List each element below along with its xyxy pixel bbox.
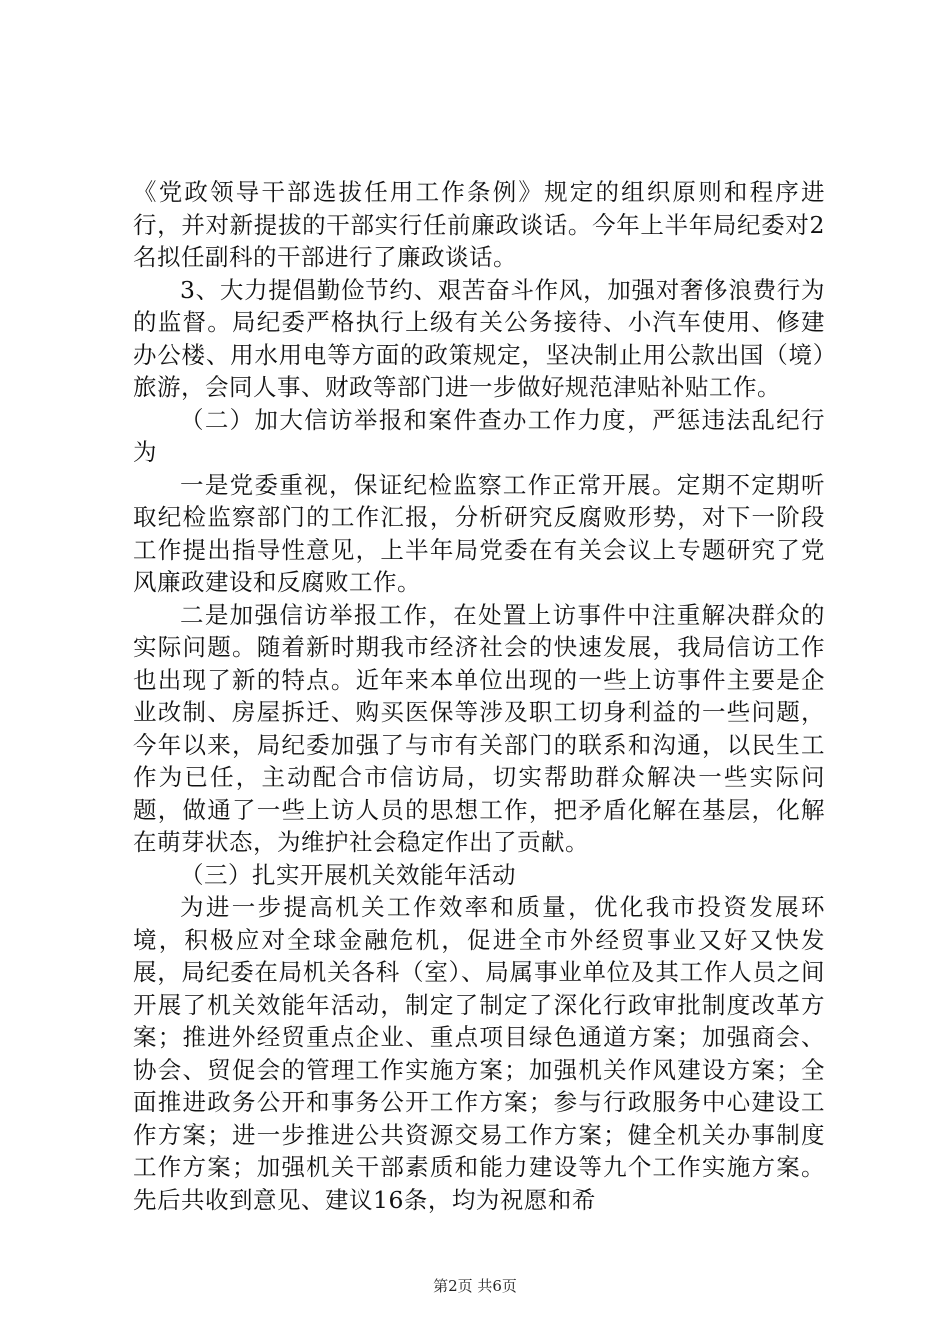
- section-heading-2: （二）加大信访举报和案件查办工作力度，严惩违法乱纪行为: [133, 405, 825, 466]
- section-heading-3: （三）扎实开展机关效能年活动: [180, 860, 516, 889]
- page-number-footer: 第2页 共6页: [433, 1277, 517, 1295]
- document-body: [133, 176, 825, 1216]
- paragraph-efficiency: 为进一步提高机关工作效率和质量，优化我市投资发展环境，积极应对全球金融危机，促进全市外经贸事业又好又快发展，局纪委在局机关各科（室）、局属事业单位及其工作人员之间开展了机关效能年活动，制定了制定了深化行政审批制度改革方案；推进外经贸重点企业、重点项目绿色通道方案；加强商会、协会、贸促会的管理工作实施方案；加强机关作风建设方案；全面推进政务公开和事务公开工作方案；参与行政服务中心建设工作方案；进一步推进公共资源交易工作方案；健全机关办事制度工作方案；加强机关干部素质和能力建设等九个工作实施方案。先后共收到意见、建议16条，均为祝愿和希: [133, 893, 825, 1214]
- paragraph-continuation: 《党政领导干部选拔任用工作条例》规定的组织原则和程序进行，并对新提拔的干部实行任前廉政谈话。今年上半年局纪委对2名拟任副科的干部进行了廉政谈话。: [133, 178, 825, 271]
- paragraph-point-2: 二是加强信访举报工作，在处置上访事件中注重解决群众的实际问题。随着新时期我市经济社会的快速发展，我局信访工作也出现了新的特点。近年来本单位出现的一些上访事件主要是企业改制、房屋拆迁、购买医保等涉及职工切身利益的一些问题，今年以来，局纪委加强了与市有关部门的联系和沟通，以民生工作为已任，主动配合市信访局，切实帮助群众解决一些实际问题，做通了一些上访人员的思想工作，把矛盾化解在基层，化解在萌芽状态，为维护社会稳定作出了贡献。: [133, 600, 825, 856]
- paragraph-item-3: 3、大力提倡勤俭节约、艰苦奋斗作风，加强对奢侈浪费行为的监督。局纪委严格执行上级有关公务接待、小汽车使用、修建办公楼、用水用电等方面的政策规定，坚决制止用公款出国（境）旅游，会同人事、财政等部门进一步做好规范津贴补贴工作。: [133, 275, 825, 401]
- paragraph-point-1: 一是党委重视，保证纪检监察工作正常开展。定期不定期听取纪检监察部门的工作汇报，分析研究反腐败形势，对下一阶段工作提出指导性意见，上半年局党委在有关会议上专题研究了党风廉政建设和反腐败工作。: [133, 470, 825, 596]
